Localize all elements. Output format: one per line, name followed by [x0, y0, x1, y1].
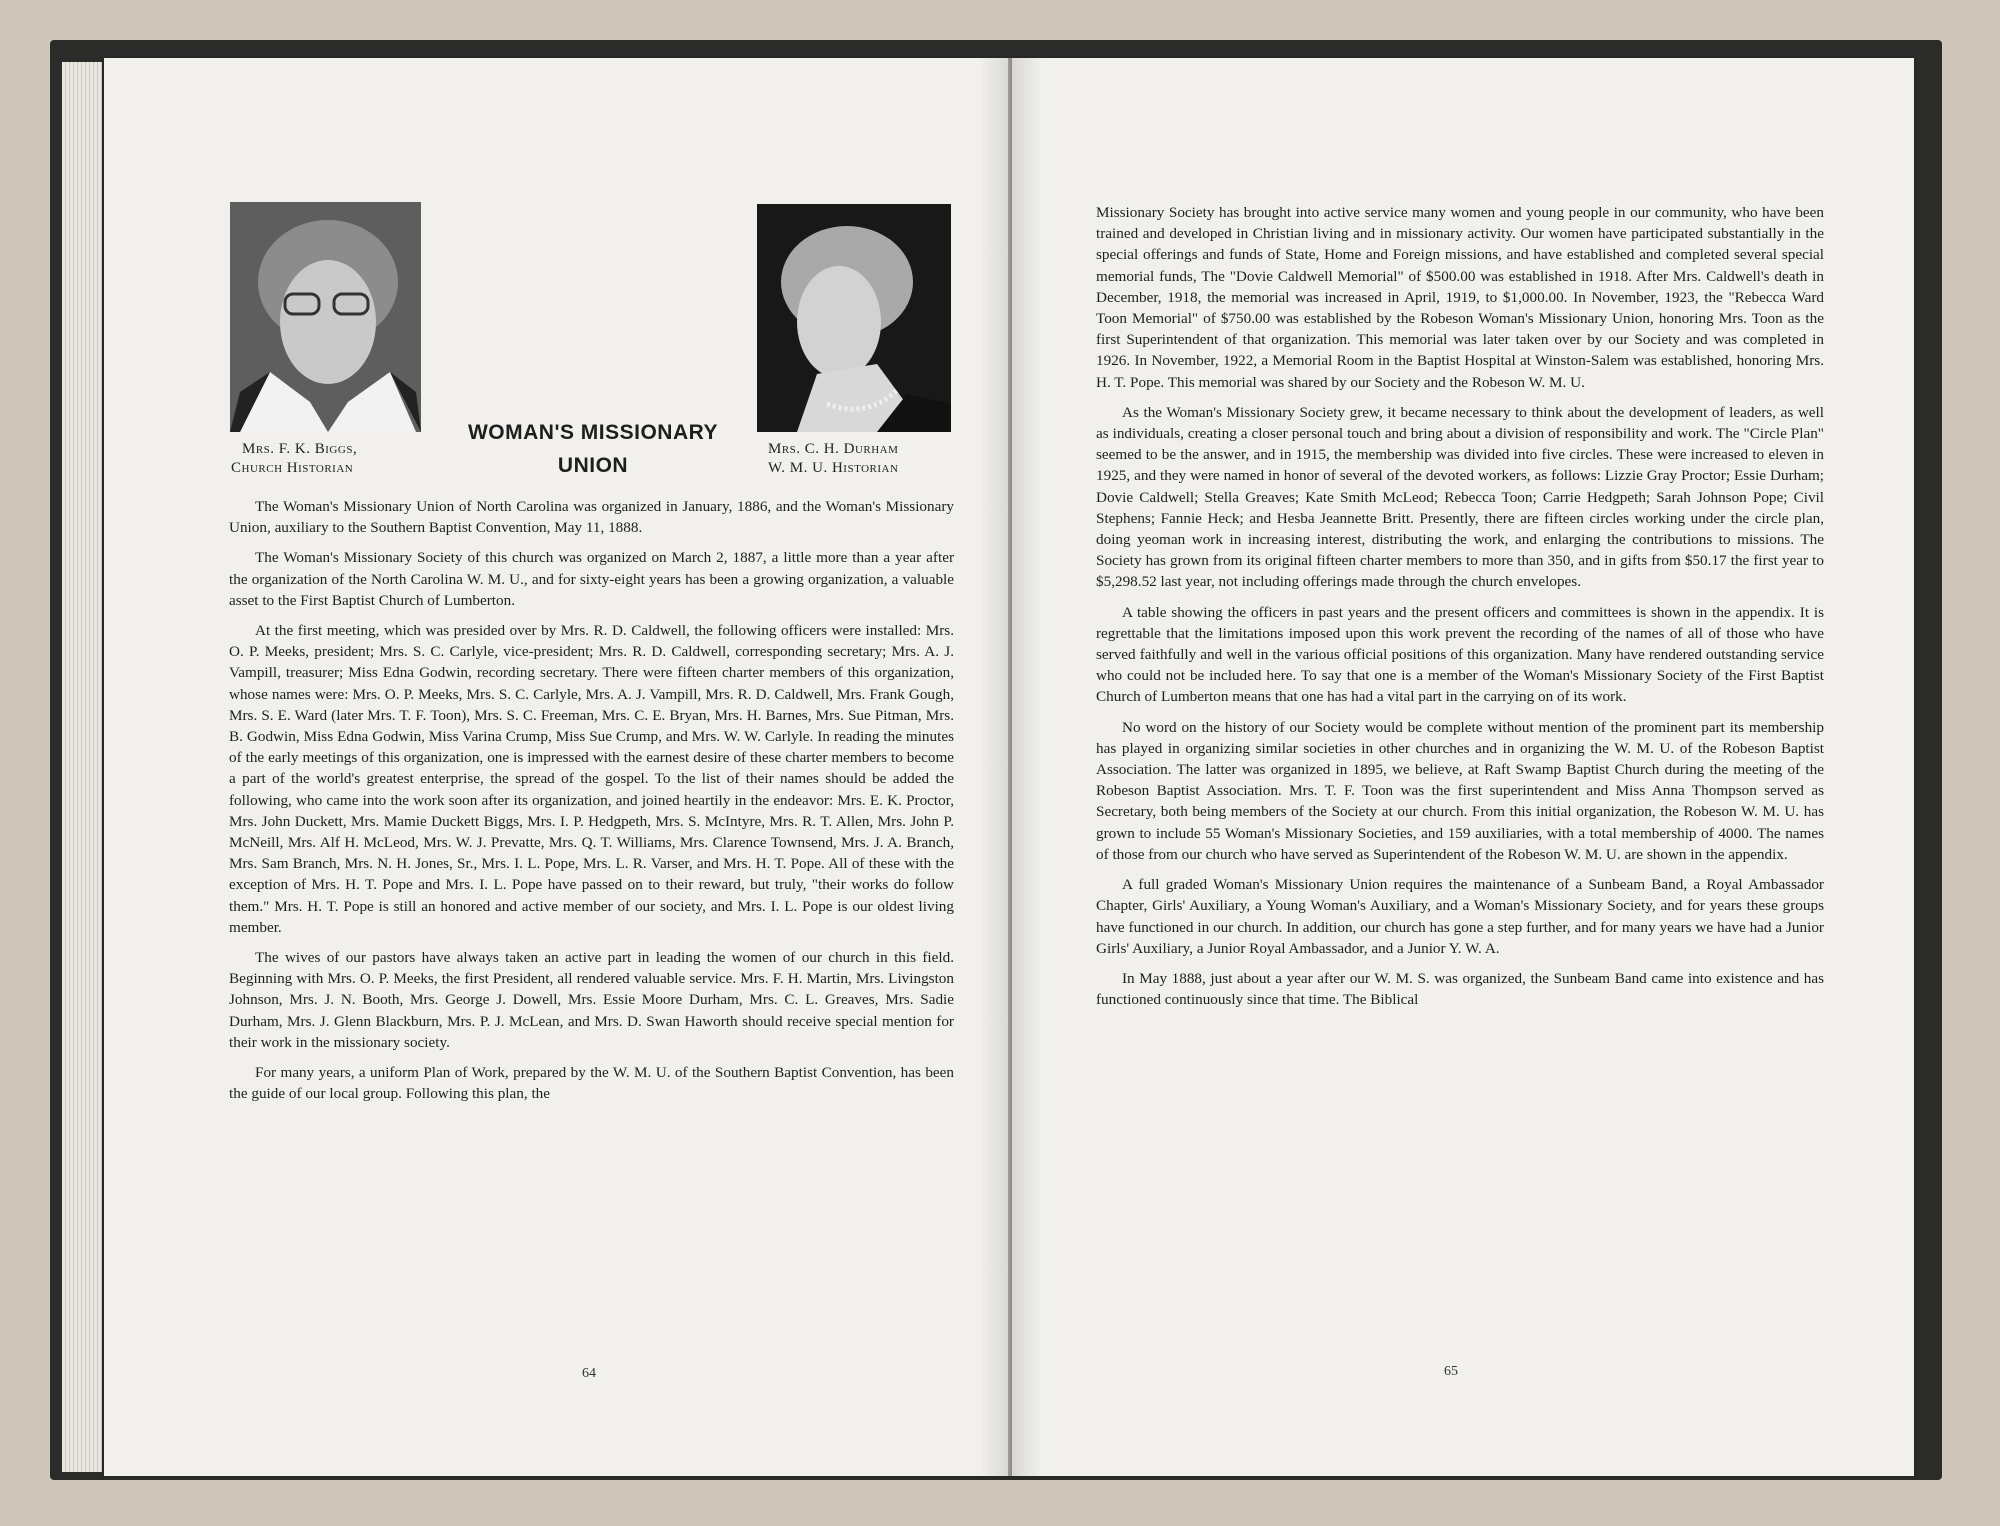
page-number-right: 65 — [1444, 1364, 1458, 1379]
caption-biggs-role: Church Historian — [231, 460, 354, 476]
title-line-2: UNION — [557, 454, 629, 477]
portrait-photo-biggs — [230, 202, 421, 432]
paragraph: At the first meeting, which was presided over by Mrs. R. D. Caldwell, the following officers were installed: Mrs. O. P. Meeks, president; Mrs. S. C. Carlyle, vice-president; Mrs. R. D. Caldwell, corresponding secretary; Mrs. A. J. Vampill, treasurer; Miss Edna Godwin, recording secretary. There were fifteen charter members of this organization, whose names were: Mrs. O. P. Meeks, Mrs. S. C. Carlyle, Mrs. A. J. Vampill, Mrs. R. D. Caldwell, Mrs. Frank Gough, Mrs. S. E. Ward (later Mrs. T. F. Toon), Mrs. S. C. Freeman, Mrs. C. E. Bryan, Mrs. H. Barnes, Mrs. Sue Pitman, Mrs. B. Godwin, Miss Edna Godwin, Miss Varina Crump, Miss Sue Crump, and Mrs. W. W. Carlyle. In reading the minutes of the early meetings of this organization, one is impressed with the earnest desire of these charter members to become a part of the world's greatest enterprise, the spread of the gospel. To the list of their names should be added the following, who came into the work soon after its organization, and joined heartily in the endeavor: Mrs. E. K. Proctor, Mrs. John Duckett, Mrs. Mamie Duckett Biggs, Mrs. I. P. Hedgpeth, Mrs. S. McIntyre, Mrs. R. T. Allen, Mrs. John P. McNeill, Mrs. Alf H. McLeod, Mrs. W. J. Prevatte, Mrs. Q. T. Williams, Mrs. Clarence Townsend, Mrs. J. A. Branch, Mrs. Sam Branch, Mrs. N. H. Jones, Sr., Mrs. I. L. Pope, Mrs. L. R. Varser, and Mrs. H. T. Pope. All of these with the exception of Mrs. H. T. Pope and Mrs. I. L. Pope have passed on to their reward, but truly, "their works do follow them." Mrs. H. T. Pope is still an honored and active member of our society, and Mrs. I. L. Pope is our oldest living member. — [229, 622, 954, 936]
right-body-text — [1096, 202, 1824, 1019]
paragraph: The Woman's Missionary Society of this church was organized on March 2, 1887, a little more than a year after the organization of the North Carolina W. M. U., and for sixty-eight years has been a growing organization, a valuable asset to the First Baptist Church of Lumberton. — [229, 549, 954, 609]
caption-durham — [768, 440, 898, 478]
paragraph: No word on the history of our Society would be complete without mention of the prominent part its membership has played in organizing similar societies in other churches and in organizing the W. M. U. of the Robeson Baptist Association. The latter was organized in 1895, we believe, at Raft Swamp Baptist Church during the meeting of the Robeson Baptist Association. Mrs. T. F. Toon was the first superintendent and Miss Anna Thompson served as Secretary, both being members of the Society at our church. From this initial organization, the Robeson W. M. U. has grown to include 55 Woman's Missionary Societies, and 159 auxiliaries, with a total membership of 4000. The names of those from our church who have served as Superintendent of the Robeson W. M. U. are shown in the appendix. — [1096, 718, 1824, 863]
page-number-left: 64 — [582, 1366, 596, 1381]
portrait-durham-image — [757, 204, 951, 432]
paragraph: Missionary Society has brought into active service many women and young people in our community, who have been trained and developed in Christian living and in missionary activity. Our women have participated substantially in the special offerings and funds of State, Home and Foreign missions, and have established and completed several special memorial funds, The "Dovie Caldwell Memorial" of $500.00 was established in 1918. After Mrs. Caldwell's death in December, 1918, the memorial was increased in April, 1919, to $1,000.00. In November, 1923, the "Rebecca Ward Toon Memorial" of $750.00 was established by the Robeson Woman's Missionary Union, honoring Mrs. Toon as the first Superintendent of that organization. This memorial was later taken over by our Society and was completed in 1926. In November, 1922, a Memorial Room in the Baptist Hospital at Winston-Salem was established, honoring Mrs. H. T. Pope. This memorial was shared by our Society and the Robeson W. M. U. — [1096, 204, 1824, 391]
title-line-1: WOMAN'S MISSIONARY — [467, 421, 719, 444]
paragraph: The Woman's Missionary Union of North Carolina was organized in January, 1886, and the Woman's Missionary Union, auxiliary to the Southern Baptist Convention, May 11, 1888. — [229, 498, 954, 537]
section-title — [438, 416, 748, 482]
paragraph: As the Woman's Missionary Society grew, it became necessary to think about the development of leaders, as well as individuals, creating a closer personal touch and bring about a division of responsibility and work. The "Circle Plan" seemed to be the answer, and in 1915, the membership was divided into five circles. These were increased to eleven in 1925, and they were named in honor of several of the devoted workers, as follows: Lizzie Gray Proctor; Essie Durham; Dovie Caldwell; Stella Greaves; Kate Smith McLeod; Rebecca Toon; Carrie Hedgpeth; Sarah Johnson Pope; Civil Stephens; Fannie Heck; and Hesba Jeannette Britt. Presently, there are fifteen circles working under the circle plan, doing yeoman work in increasing interest, distributing the work, and enlarging the contributions to missions. The Society has grown from its original fifteen charter members to more than 350, and in gifts from $50.17 the first year to $5,298.52 last year, not including offerings made through the church envelopes. — [1096, 403, 1824, 591]
paragraph: The wives of our pastors have always taken an active part in leading the women of our church in this field. Beginning with Mrs. O. P. Meeks, the first President, all rendered valuable service. Mrs. F. H. Martin, Mrs. Livingston Johnson, Mrs. J. N. Booth, Mrs. George J. Dowell, Mrs. Essie Moore Durham, Mrs. C. L. Greaves, Mrs. Sadie Durham, Mrs. J. Glenn Blackburn, Mrs. P. J. McLean, and Mrs. D. Swan Haworth should receive special mention for their work in the missionary society. — [229, 949, 954, 1051]
portrait-photo-durham — [757, 204, 951, 432]
paragraph: For many years, a uniform Plan of Work, prepared by the W. M. U. of the Southern Baptist Convention, has been the guide of our local group. Following this plan, the — [229, 1064, 954, 1103]
caption-biggs-name: Mrs. F. K. Biggs, — [242, 441, 358, 457]
caption-durham-name: Mrs. C. H. Durham — [768, 441, 899, 457]
portrait-biggs-image — [230, 202, 421, 432]
page-edges — [62, 62, 102, 1472]
caption-durham-role: W. M. U. Historian — [768, 460, 899, 476]
left-page — [104, 58, 1010, 1476]
left-body-text — [229, 496, 954, 1113]
paragraph: A full graded Woman's Missionary Union requires the maintenance of a Sunbeam Band, a Royal Ambassador Chapter, Girls' Auxiliary, a Young Woman's Auxiliary, and a Woman's Missionary Society, and for years these groups have functioned in our church. In addition, our church has gone a step further, and for many years we have had a Junior Girls' Auxiliary, a Junior Royal Ambassador, and a Junior Y. W. A. — [1096, 876, 1824, 957]
paragraph: In May 1888, just about a year after our W. M. S. was organized, the Sunbeam Band came into existence and has functioned continuously since that time. The Biblical — [1096, 969, 1824, 1009]
right-page — [1012, 58, 1914, 1476]
caption-biggs — [231, 440, 358, 478]
paragraph: A table showing the officers in past years and the present officers and committees is shown in the appendix. It is regrettable that the limitations imposed upon this work prevent the recording of the names of all of those who have served faithfully and well in the various official positions of this organization. Many have rendered outstanding service who could not be included here. To say that one is a member of the Woman's Missionary Society of the First Baptist Church of Lumberton means that one has had a vital part in the carrying on of its work. — [1096, 603, 1824, 706]
